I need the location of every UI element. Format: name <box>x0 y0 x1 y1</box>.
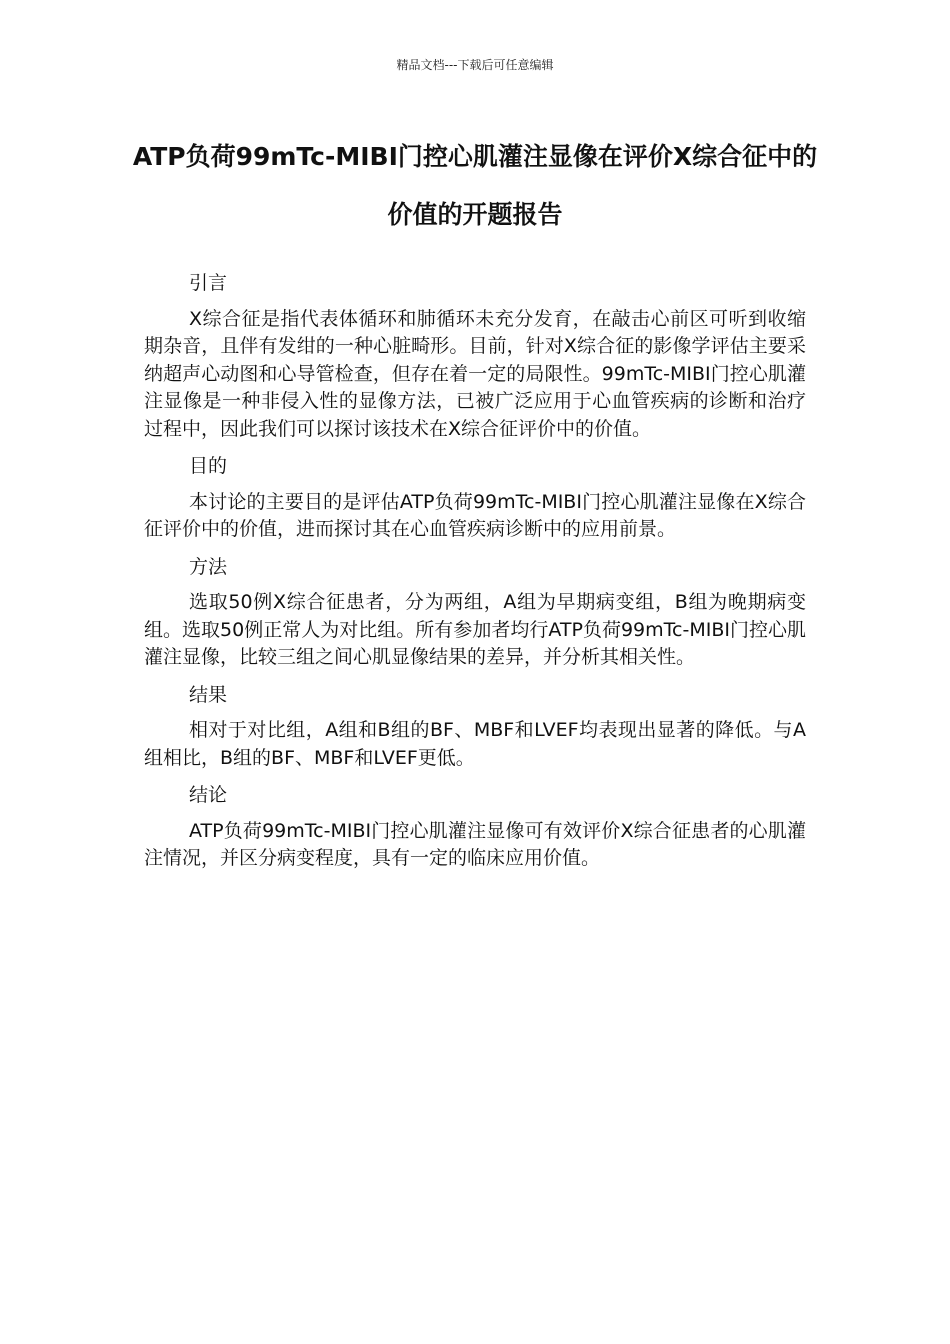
section-purpose <box>144 453 806 544</box>
section-methods <box>144 554 806 672</box>
document-body <box>144 270 806 883</box>
section-paragraph: 相对于对比组，A组和B组的BF、MBF和LVEF均表现出显著的降低。与A组相比，B组的BF、MBF和LVEF更低。 <box>144 719 806 769</box>
section-heading: 方法 <box>189 555 228 578</box>
header-note: 精品文档---下载后可任意编辑 <box>396 58 554 72</box>
section-introduction <box>144 270 806 443</box>
section-conclusion <box>144 782 806 873</box>
section-paragraph: 选取50例X综合征患者，分为两组，A组为早期病变组，B组为晚期病变组。选取50例正常人为对比组。所有参加者均行ATP负荷99mTc-MIBI门控心肌灌注显像，比较三组之间心肌显像结果的差异，并分析其相关性。 <box>144 591 806 668</box>
section-results <box>144 682 806 773</box>
document-title: ATP负荷99mTc-MIBI门控心肌灌注显像在评价X综合征中的价值的开题报告 <box>132 142 818 229</box>
section-paragraph: 本讨论的主要目的是评估ATP负荷99mTc-MIBI门控心肌灌注显像在X综合征评价中的价值，进而探讨其在心血管疾病诊断中的应用前景。 <box>144 490 806 540</box>
section-paragraph: X综合征是指代表体循环和肺循环未充分发育，在敲击心前区可听到收缩期杂音，且伴有发绀的一种心脏畸形。目前，针对X综合征的影像学评估主要采纳超声心动图和心导管检查，但存在着一定的局限性。99mTc-MIBI门控心肌灌注显像是一种非侵入性的显像方法，已被广泛应用于心血管疾病的诊断和治疗过程中，因此我们可以探讨该技术在X综合征评价中的价值。 <box>144 307 806 440</box>
section-heading: 引言 <box>189 272 228 294</box>
section-heading: 目的 <box>189 455 228 477</box>
section-paragraph: ATP负荷99mTc-MIBI门控心肌灌注显像可有效评价X综合征患者的心肌灌注情况，并区分病变程度，具有一定的临床应用价值。 <box>144 819 806 869</box>
section-heading: 结果 <box>189 683 228 706</box>
section-heading: 结论 <box>189 784 228 806</box>
